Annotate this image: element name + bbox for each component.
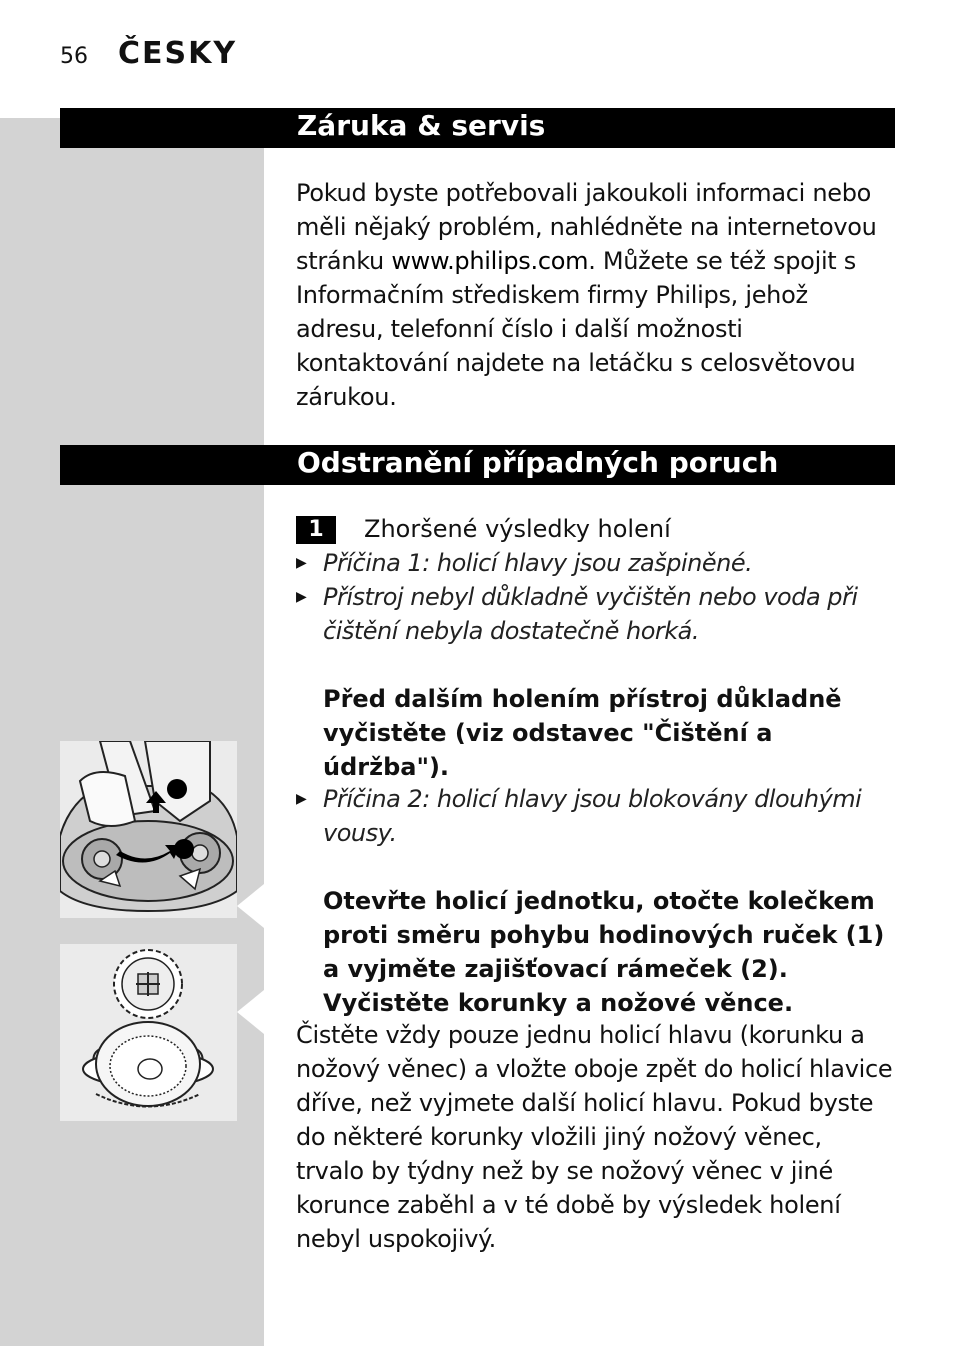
warranty-paragraph <box>296 176 896 414</box>
bullet-text: Příčina 1: holicí hlavy jsou zašpiněné. <box>323 549 753 577</box>
language-heading: ČESKY <box>118 36 238 71</box>
bullet-text: Příčina 2: holicí hlavy jsou blokovány dlouhými vousy. <box>323 785 862 847</box>
action-clean: Před dalším holením přístroj důkladně vyčistěte (viz odstavec "Čištění a údržba"). <box>323 685 842 781</box>
gray-sidebar <box>0 118 264 1346</box>
bullet-cause-1-detail <box>296 580 876 648</box>
tail-paragraph: Čistěte vždy pouze jednu holicí hlavu (korunku a nožový věnec) a vložte oboje zpět do holicí hlavice dříve, než vyjmete další holicí hlavu. Pokud byste do některé korunky vložili jiný nožový věnec, trvalo by týdny než by se nožový věnec v jiné korunce zaběhl a v té době by výsledek holení nebyl uspokojivý. <box>296 1021 893 1253</box>
bullet-triangle-icon: ▶ <box>296 589 307 605</box>
illustration-cutters <box>60 944 237 1121</box>
action-clean-cutters: Vyčistěte korunky a nožové věnce. <box>323 989 794 1017</box>
illustration-pointer <box>237 884 264 928</box>
shaving-unit-drawing <box>60 741 237 918</box>
cutters-drawing <box>60 944 237 1121</box>
bullet-triangle-icon: ▶ <box>296 791 307 807</box>
section-title-troubleshooting: Odstranění případných poruch <box>297 446 779 479</box>
section-bar-warranty <box>60 108 895 148</box>
problem-number-badge: 1 <box>296 516 336 544</box>
action-open-unit-text: Otevřte holicí jednotku, otočte kolečkem proti směru pohybu hodinových ruček (1) a vyjměte zajišťovací rámeček (2). <box>323 887 885 983</box>
philips-link[interactable]: www.philips.com <box>391 247 589 275</box>
bullet-cause-2 <box>296 782 876 850</box>
bullet-text: Přístroj nebyl důkladně vyčištěn nebo voda při čištění nebyla dostatečně horká. <box>323 583 858 645</box>
bullet-triangle-icon: ▶ <box>296 555 307 571</box>
section-title-warranty: Záruka & servis <box>297 109 546 142</box>
section-bar-troubleshooting <box>60 445 895 485</box>
illustration-shaving-unit <box>60 741 237 918</box>
page-number: 56 <box>60 44 88 69</box>
warranty-text-1: Pokud byste potřebovali jakoukoli informaci nebo měli nějaký problém, nahlédněte na internetovou stránku <box>296 179 877 275</box>
bullet-cause-1 <box>296 546 876 580</box>
action-open-unit <box>323 884 893 1020</box>
problem-title: Zhoršené výsledky holení <box>364 515 671 543</box>
warranty-text-2: . Můžete se též spojit s Informačním střediskem firmy Philips, jehož adresu, telefonní číslo i další možnosti kontaktování najdete na letáčku s celosvětovou zárukou. <box>296 247 856 411</box>
illustration-pointer <box>237 990 264 1034</box>
problem-heading <box>296 512 896 546</box>
